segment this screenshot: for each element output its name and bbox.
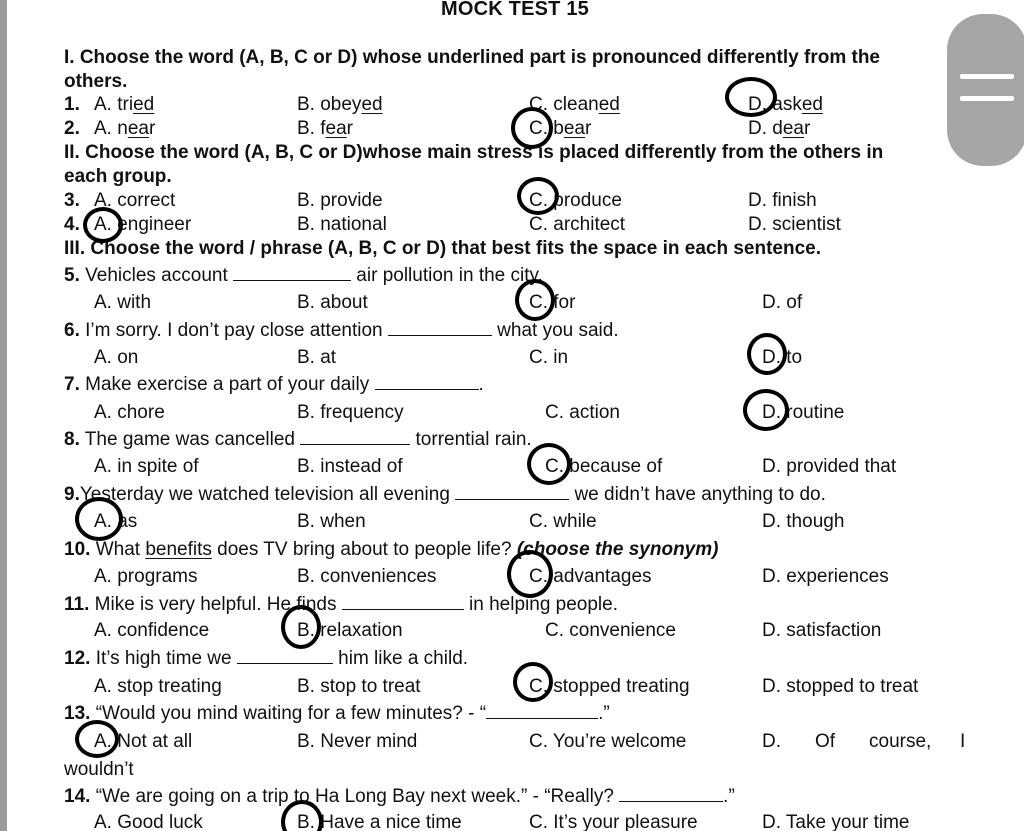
question-5-stem: 5. Vehicles account air pollution in the city.: [64, 265, 543, 286]
q9-option-b: B. when: [297, 511, 366, 532]
question-14-stem: 14. “We are going on a trip to Ha Long Bay next week.” - “Really? .”: [64, 786, 735, 807]
question-2: 2.: [64, 118, 80, 139]
answer-circle-q10: [507, 550, 553, 598]
question-11-stem: 11. Mike is very helpful. He finds in helping people.: [64, 594, 619, 615]
q8-option-c: C. because of: [545, 456, 663, 477]
answer-circle-q8: [527, 443, 571, 485]
question-number: 1.: [64, 94, 80, 115]
answer-circle-q9: [75, 497, 123, 541]
q7-option-a: A. chore: [94, 402, 165, 423]
q3-option-b: B. provide: [297, 190, 383, 211]
q5-option-d: D. of: [762, 292, 803, 313]
handle-grip-line: [960, 74, 1014, 79]
section-2-instruction: II. Choose the word (A, B, C or D)whose main stress is placed differently from the others in: [64, 142, 884, 163]
q1-option-c: C. cleaned: [529, 94, 620, 115]
scroll-handle[interactable]: [947, 14, 1024, 166]
q10-option-b: B. conveniences: [297, 566, 437, 587]
section-1-instruction-cont: others.: [64, 71, 128, 92]
question-1: [64, 94, 80, 116]
section-3-instruction: III. Choose the word / phrase (A, B, C or D) that best fits the space in each sentence.: [64, 238, 821, 259]
q13-option-c: C. You’re welcome: [529, 731, 687, 752]
answer-circle-q1: [725, 77, 777, 117]
q11-option-b: B. relaxation: [297, 620, 403, 641]
q10-option-a: A. programs: [94, 566, 198, 587]
q13-option-d-part3: course,: [869, 731, 932, 752]
answer-blank: [300, 430, 410, 445]
q2-option-b: B. fear: [297, 118, 353, 139]
q9-option-d: D. though: [762, 511, 845, 532]
q1-option-d: D. asked: [748, 94, 823, 115]
answer-circle-q4: [83, 207, 123, 243]
q6-option-b: B. at: [297, 347, 337, 368]
answer-blank: [619, 787, 723, 802]
q14-option-b: B. Have a nice time: [297, 812, 462, 831]
q13-option-d-part4: I: [960, 731, 966, 752]
q1-option-a: A. tried: [94, 94, 155, 115]
q12-option-b: B. stop to treat: [297, 676, 421, 697]
q2-option-a: A. near: [94, 118, 156, 139]
q10-option-d: D. experiences: [762, 566, 889, 587]
answer-circle-q7: [743, 389, 789, 431]
q12-option-d: D. stopped to treat: [762, 676, 919, 697]
section-2-instruction-cont: each group.: [64, 166, 172, 187]
q8-option-d: D. provided that: [762, 456, 897, 477]
question-12-stem: 12. It’s high time we him like a child.: [64, 648, 469, 669]
q13-option-d-cont: wouldn’t: [64, 759, 134, 780]
question-6-stem: 6. I’m sorry. I don’t pay close attention what you said.: [64, 320, 619, 341]
q8-option-b: B. instead of: [297, 456, 403, 477]
q5-option-c: C. for: [529, 292, 576, 313]
q14-option-c: C. It’s your pleasure: [529, 812, 698, 831]
answer-circle-q6: [747, 333, 787, 375]
q3-option-a: A. correct: [94, 190, 176, 211]
q11-option-c: C. convenience: [545, 620, 676, 641]
q4-option-b: B. national: [297, 214, 387, 235]
q10-option-c: C. advantages: [529, 566, 652, 587]
question-8-stem: 8. The game was cancelled torrential rain.: [64, 429, 532, 450]
answer-blank: [237, 649, 333, 664]
answer-blank: [486, 704, 598, 719]
q12-option-c: C. stopped treating: [529, 676, 690, 697]
document-page[interactable]: [7, 0, 1024, 831]
answer-circle-q11: [281, 605, 321, 649]
left-border: [0, 0, 7, 831]
q4-option-d: D. scientist: [748, 214, 841, 235]
q4-option-a: A. engineer: [94, 214, 192, 235]
q7-option-b: B. frequency: [297, 402, 404, 423]
answer-blank: [455, 485, 569, 500]
answer-blank: [388, 321, 492, 336]
answer-circle-q2: [511, 107, 553, 149]
answer-circle-q5: [515, 279, 555, 321]
q9-option-a: A. as: [94, 511, 138, 532]
question-3: 3.: [64, 190, 80, 211]
q1-option-b: B. obeyed: [297, 94, 383, 115]
q4-option-c: C. architect: [529, 214, 626, 235]
section-1-instruction: I. Choose the word (A, B, C or D) whose underlined part is pronounced differently from the: [64, 47, 880, 68]
answer-blank: [375, 375, 479, 390]
q13-option-d-part1: D.: [762, 731, 781, 752]
answer-circle-q13: [75, 720, 119, 758]
q7-option-c: C. action: [545, 402, 620, 423]
q9-option-c: C. while: [529, 511, 597, 532]
q13-option-a: A. Not at all: [94, 731, 193, 752]
q3-option-d: D. finish: [748, 190, 817, 211]
q12-option-a: A. stop treating: [94, 676, 222, 697]
q13-option-b: B. Never mind: [297, 731, 418, 752]
q8-option-a: A. in spite of: [94, 456, 199, 477]
answer-blank: [342, 595, 464, 610]
q11-option-d: D. satisfaction: [762, 620, 882, 641]
answer-blank: [233, 266, 351, 281]
question-7-stem: 7. Make exercise a part of your daily .: [64, 374, 484, 395]
q14-option-a: A. Good luck: [94, 812, 203, 831]
q7-option-d: D. routine: [762, 402, 845, 423]
q5-option-a: A. with: [94, 292, 152, 313]
q14-option-d: D. Take your time: [762, 812, 910, 831]
q6-option-c: C. in: [529, 347, 569, 368]
page-title: MOCK TEST 15: [441, 0, 589, 20]
q11-option-a: A. confidence: [94, 620, 210, 641]
q3-option-c: C. produce: [529, 190, 622, 211]
q13-option-d-part2: Of: [815, 731, 836, 752]
question-4: 4.: [64, 214, 80, 235]
q6-option-d: D. to: [762, 347, 803, 368]
q6-option-a: A. on: [94, 347, 139, 368]
question-13-stem: 13. “Would you mind waiting for a few minutes? - “ .”: [64, 703, 610, 724]
q2-option-d: D. dear: [748, 118, 811, 139]
handle-grip-line: [960, 96, 1014, 101]
question-9-stem: 9.Yesterday we watched television all evening we didn’t have anything to do.: [64, 484, 826, 505]
answer-circle-q3: [517, 177, 559, 215]
q5-option-b: B. about: [297, 292, 368, 313]
q2-option-c: C. bear: [529, 118, 592, 139]
question-10-stem: 10. What benefits does TV bring about to people life? (choose the synonym): [64, 539, 719, 560]
answer-circle-q12: [513, 662, 553, 702]
